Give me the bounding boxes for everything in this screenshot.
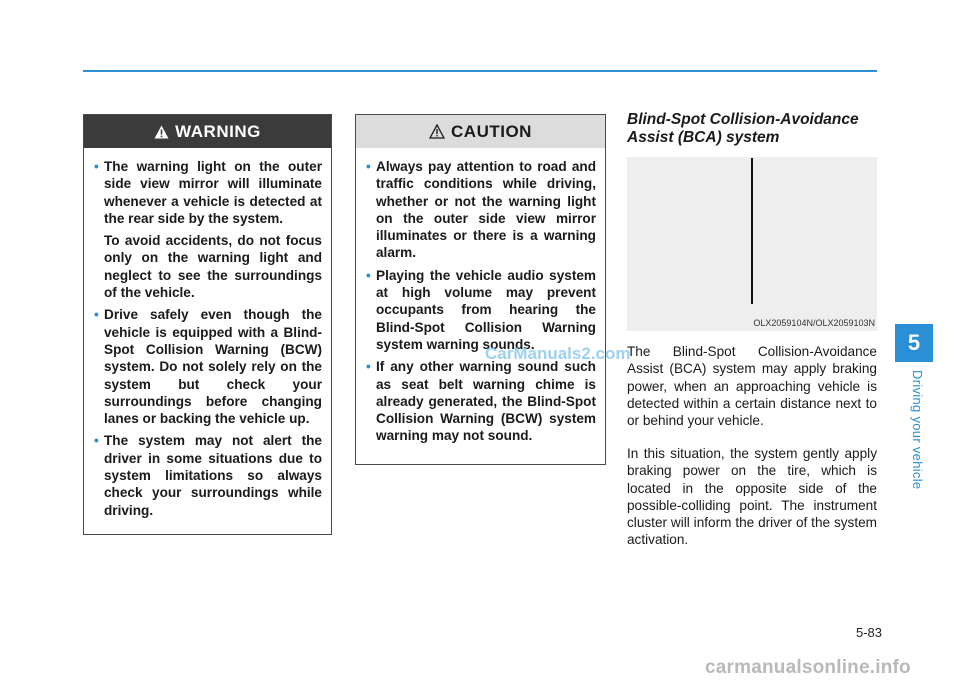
chapter-name: Driving your vehicle — [910, 370, 925, 490]
warning-item-text: The warning light on the outer side view mirror will illuminate whenever a vehicle is detected at the rear side by the system. — [104, 159, 322, 226]
figure-caption: OLX2059104N/OLX2059103N — [753, 318, 875, 328]
caution-triangle-icon — [429, 124, 445, 139]
caution-box — [355, 114, 606, 465]
warning-item: • The system may not alert the driver in some situations due to system limitations so always check your surroundings while driving. — [94, 433, 322, 518]
warning-header-label: WARNING — [175, 121, 261, 141]
caution-header — [356, 115, 605, 148]
section-paragraph: In this situation, the system gently apply braking power on the tire, which is located in the opposite side of the possible-colliding point. The instrument cluster will inform the driver of the system activation. — [627, 446, 877, 548]
top-divider — [83, 70, 877, 72]
caution-item-text: Playing the vehicle audio system at high volume may prevent occupants from hearing the Blind-Spot Collision Warning system warning sounds. — [376, 267, 596, 352]
caution-body — [356, 148, 605, 445]
caution-item: • Playing the vehicle audio system at high volume may prevent occupants from hearing the Blind-Spot Collision Warning system warning sounds. — [366, 267, 596, 352]
figure-illustration — [627, 157, 877, 331]
caution-item: • Always pay attention to road and traffic conditions while driving, whether or not the warning light on the outer side view mirror illuminates or there is a warning alarm. — [366, 159, 596, 261]
caution-item-text: Always pay attention to road and traffic conditions while driving, whether or not the warning light on the outer side view mirror illuminates or there is a warning alarm. — [376, 159, 596, 261]
warning-item: • Drive safely even though the vehicle is equipped with a Blind-Spot Collision Warning (BCW) system. Do not solely rely on the system but check your surroundings before changing lanes or backing the vehicle up. — [94, 307, 322, 427]
caution-item-text: If any other warning sound such as seat belt warning chime is already generated, the Blind-Spot Collision Warning (BCW) system warning may not sound. — [376, 359, 596, 444]
section-title: Blind-Spot Collision-Avoidance Assist (BCA) system — [627, 111, 859, 146]
page-number: 5-83 — [855, 625, 882, 640]
figure-divider-line — [751, 158, 753, 304]
warning-item: • The warning light on the outer side view mirror will illuminate whenever a vehicle is detected at the rear side by the system. — [94, 159, 322, 226]
warning-item-text: The system may not alert the driver in some situations due to system limitations so always check your surroundings while driving. — [104, 433, 322, 518]
watermark-bottom: carmanualsonline.info — [705, 657, 911, 678]
section-paragraph: The Blind-Spot Collision-Avoidance Assist (BCA) system may apply braking power, when an approaching vehicle is detected within a certain distance next to or behind your vehicle. — [627, 344, 877, 429]
watermark-mid: CarManuals2.com — [485, 344, 631, 363]
chapter-number-tab: 5 — [895, 324, 933, 362]
warning-body — [84, 148, 331, 519]
warning-triangle-icon — [154, 125, 169, 139]
caution-item: • If any other warning sound such as seat belt warning chime is already generated, the Blind-Spot Collision Warning (BCW) system warning may not sound. — [366, 359, 596, 444]
warning-header — [84, 115, 331, 148]
warning-box — [83, 114, 332, 535]
caution-header-label: CAUTION — [451, 121, 532, 141]
warning-item-text: Drive safely even though the vehicle is equipped with a Blind-Spot Collision Warning (BCW) system. Do not solely rely on the system but check your surroundings before changing lanes or backing the vehicle up. — [104, 307, 322, 427]
warning-item-continuation: To avoid accidents, do not focus only on the warning light and neglect to see the surroundings of the vehicle. — [104, 233, 322, 301]
